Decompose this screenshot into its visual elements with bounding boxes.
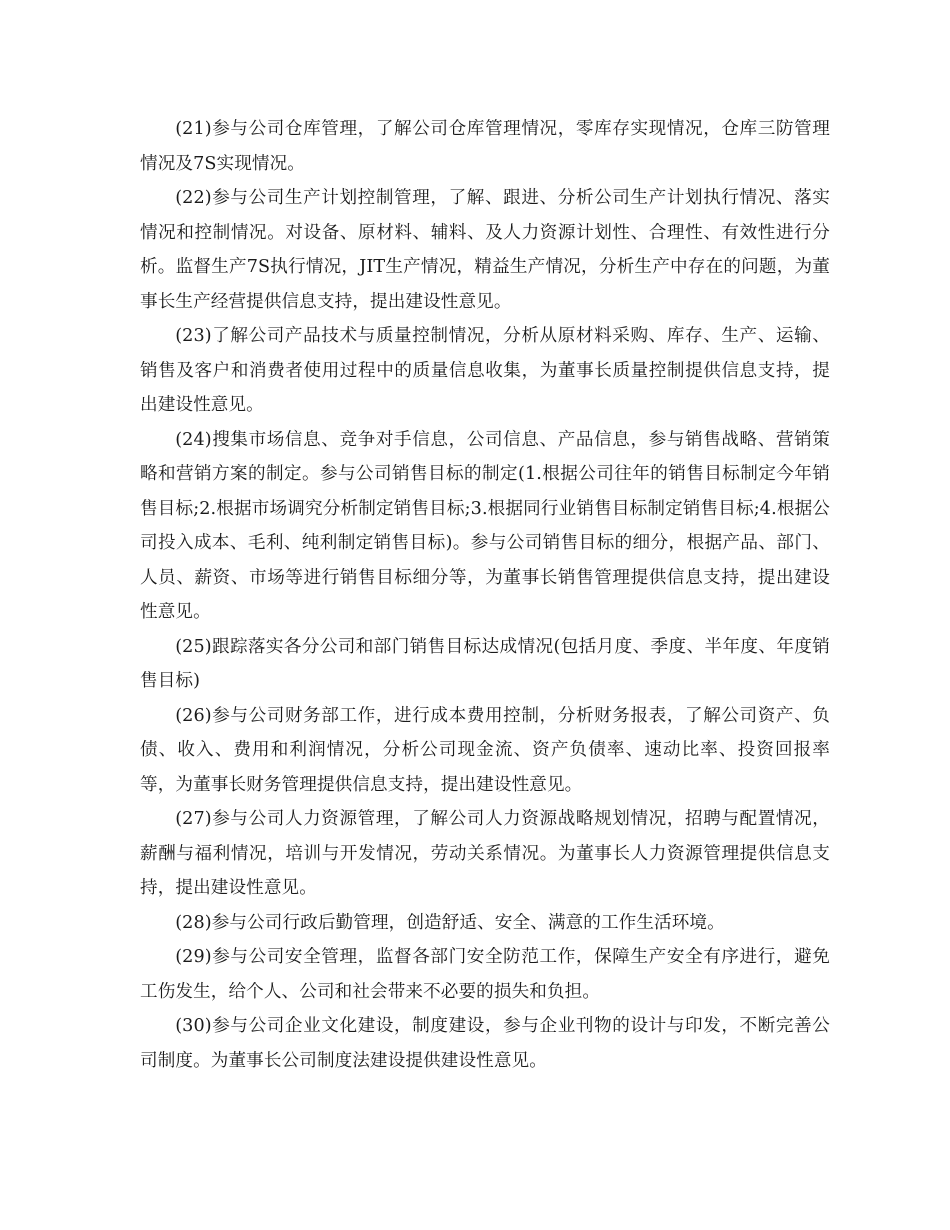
paragraph-28: (28)参与公司行政后勤管理，创造舒适、安全、满意的工作生活环境。 [175,912,725,933]
paragraph-26: (26)参与公司财务部工作，进行成本费用控制，分析财务报表，了解公司资产、负债、收入、费用和利润情况，分析公司现金流、资产负债率、速动比率、投资回报率等，为董事长财务管理提供信息支持，提出建设性意见。 [140,705,830,795]
paragraph-22: (22)参与公司生产计划控制管理，了解、跟进、分析公司生产计划执行情况、落实情况和控制情况。对设备、原材料、辅料、及人力资源计划性、合理性、有效性进行分析。监督生产7S执行情况，JIT生产情况，精益生产情况，分析生产中存在的问题，为董事长生产经营提供信息支持，提出建设性意见。 [140,188,830,312]
paragraph-30: (30)参与公司企业文化建设，制度建设，参与企业刊物的设计与印发，不断完善公司制度。为董事长公司制度法建设提供建设性意见。 [140,1016,830,1071]
paragraph-21: (21)参与公司仓库管理，了解公司仓库管理情况，零库存实现情况，仓库三防管理情况及7S实现情况。 [140,119,830,174]
paragraph-25: (25)跟踪落实各分公司和部门销售目标达成情况(包括月度、季度、半年度、年度销售目标) [140,636,830,691]
paragraph-23: (23)了解公司产品技术与质量控制情况，分析从原材料采购、库存、生产、运输、销售及客户和消费者使用过程中的质量信息收集，为董事长质量控制提供信息支持，提出建设性意见。 [140,326,830,415]
paragraph-29: (29)参与公司安全管理，监督各部门安全防范工作，保障生产安全有序进行，避免工伤发生，给个人、公司和社会带来不必要的损失和负担。 [140,947,830,1002]
paragraph-27: (27)参与公司人力资源管理，了解公司人力资源战略规划情况，招聘与配置情况，薪酬与福利情况，培训与开发情况，劳动关系情况。为董事长人力资源管理提供信息支持，提出建设性意见。 [140,809,830,898]
paragraph-24: (24)搜集市场信息、竞争对手信息，公司信息、产品信息，参与销售战略、营销策略和营销方案的制定。参与公司销售目标的制定(1.根据公司往年的销售目标制定今年销售目标;2.根据市场调究分析制定销售目标;3.根据同行业销售目标制定销售目标;4.根据公司投入成本、毛利、纯利制定销售目标)。参与公司销售目标的细分，根据产品、部门、人员、薪资、市场等进行销售目标细分等，为董事长销售管理提供信息支持，提出建设性意见。 [140,429,830,622]
document-body [140,112,830,1078]
